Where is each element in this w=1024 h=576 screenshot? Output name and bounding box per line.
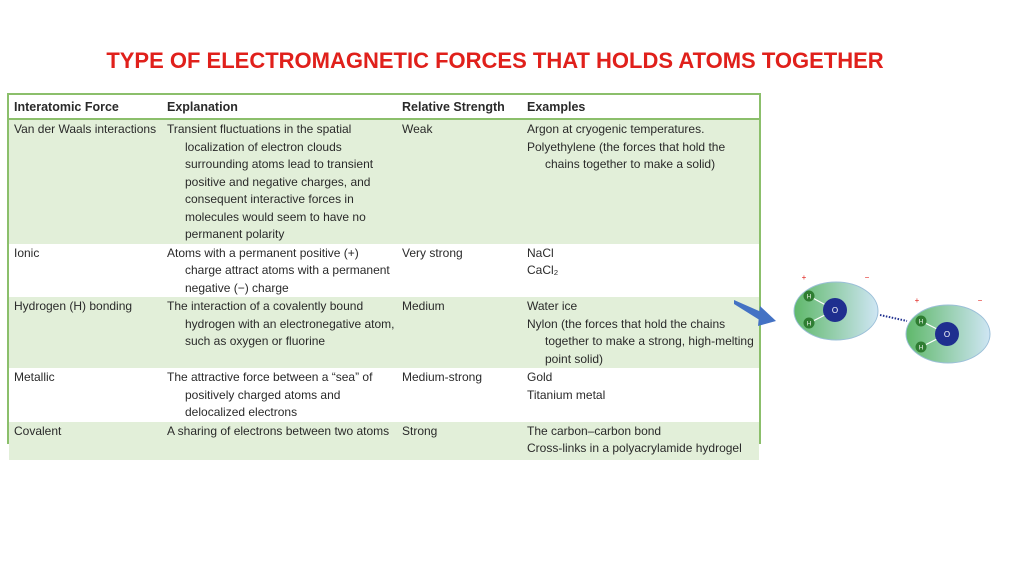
water-molecule-1 bbox=[794, 273, 878, 340]
table-row bbox=[9, 422, 759, 460]
slide-title: TYPE OF ELECTROMAGNETIC FORCES THAT HOLDS ATOMS TOGETHER bbox=[106, 48, 884, 73]
oxygen-label: O bbox=[943, 330, 951, 339]
hydrogen-label: H bbox=[806, 294, 812, 301]
plus-sign: + bbox=[801, 273, 807, 282]
force-strength: Strong bbox=[397, 422, 522, 460]
force-examples: Argon at cryogenic temperatures. Polyethylene (the forces that hold the chains together to make a solid) bbox=[522, 119, 759, 244]
plus-sign: + bbox=[914, 296, 920, 305]
force-strength: Very strong bbox=[397, 244, 522, 298]
force-strength: Weak bbox=[397, 119, 522, 244]
header-strength: Relative Strength bbox=[397, 95, 522, 119]
minus-sign: − bbox=[977, 296, 983, 305]
force-explanation: Transient fluctuations in the spatial localization of electron clouds surrounding atoms lead to transient positive and negative charges, and consequent interactive forces in molecules would seem to have no permanent polarity bbox=[162, 119, 397, 244]
hydrogen-label: H bbox=[918, 345, 924, 352]
hydrogen-bond-dotted-line bbox=[880, 315, 907, 321]
force-name: Hydrogen (H) bonding bbox=[9, 297, 162, 368]
pointer-arrowhead-icon bbox=[758, 306, 776, 326]
forces-table-grid bbox=[9, 95, 759, 460]
header-examples: Examples bbox=[522, 95, 759, 119]
oxygen-label: O bbox=[831, 306, 839, 315]
force-strength: Medium bbox=[397, 297, 522, 368]
force-examples: NaCl CaCl₂ bbox=[522, 244, 759, 298]
minus-sign: − bbox=[864, 273, 870, 282]
table-header-row bbox=[9, 95, 759, 119]
force-name: Ionic bbox=[9, 244, 162, 298]
table-row bbox=[9, 368, 759, 422]
force-explanation: Atoms with a permanent positive (+) charge attract atoms with a permanent negative (−) charge bbox=[162, 244, 397, 298]
hydrogen-label: H bbox=[806, 321, 812, 328]
force-examples: The carbon–carbon bond Cross-links in a polyacrylamide hydrogel bbox=[522, 422, 759, 460]
water-molecule-2 bbox=[906, 296, 990, 363]
force-explanation: A sharing of electrons between two atoms bbox=[162, 422, 397, 460]
table-row bbox=[9, 244, 759, 298]
table-row bbox=[9, 297, 759, 368]
force-explanation: The interaction of a covalently bound hydrogen with an electronegative atom, such as oxygen or fluorine bbox=[162, 297, 397, 368]
forces-table bbox=[7, 93, 761, 455]
water-hbond-figure bbox=[730, 270, 1024, 370]
force-explanation: The attractive force between a “sea” of positively charged atoms and delocalized electrons bbox=[162, 368, 397, 422]
hydrogen-label: H bbox=[918, 319, 924, 326]
force-strength: Medium-strong bbox=[397, 368, 522, 422]
force-name: Metallic bbox=[9, 368, 162, 422]
header-explanation: Explanation bbox=[162, 95, 397, 119]
force-name: Van der Waals interactions bbox=[9, 119, 162, 244]
header-force: Interatomic Force bbox=[9, 95, 162, 119]
force-examples: Gold Titanium metal bbox=[522, 368, 759, 422]
force-name: Covalent bbox=[9, 422, 162, 460]
table-row bbox=[9, 119, 759, 244]
force-examples: Water ice Nylon (the forces that hold the chains together to make a strong, high-melting point solid) bbox=[522, 297, 759, 368]
